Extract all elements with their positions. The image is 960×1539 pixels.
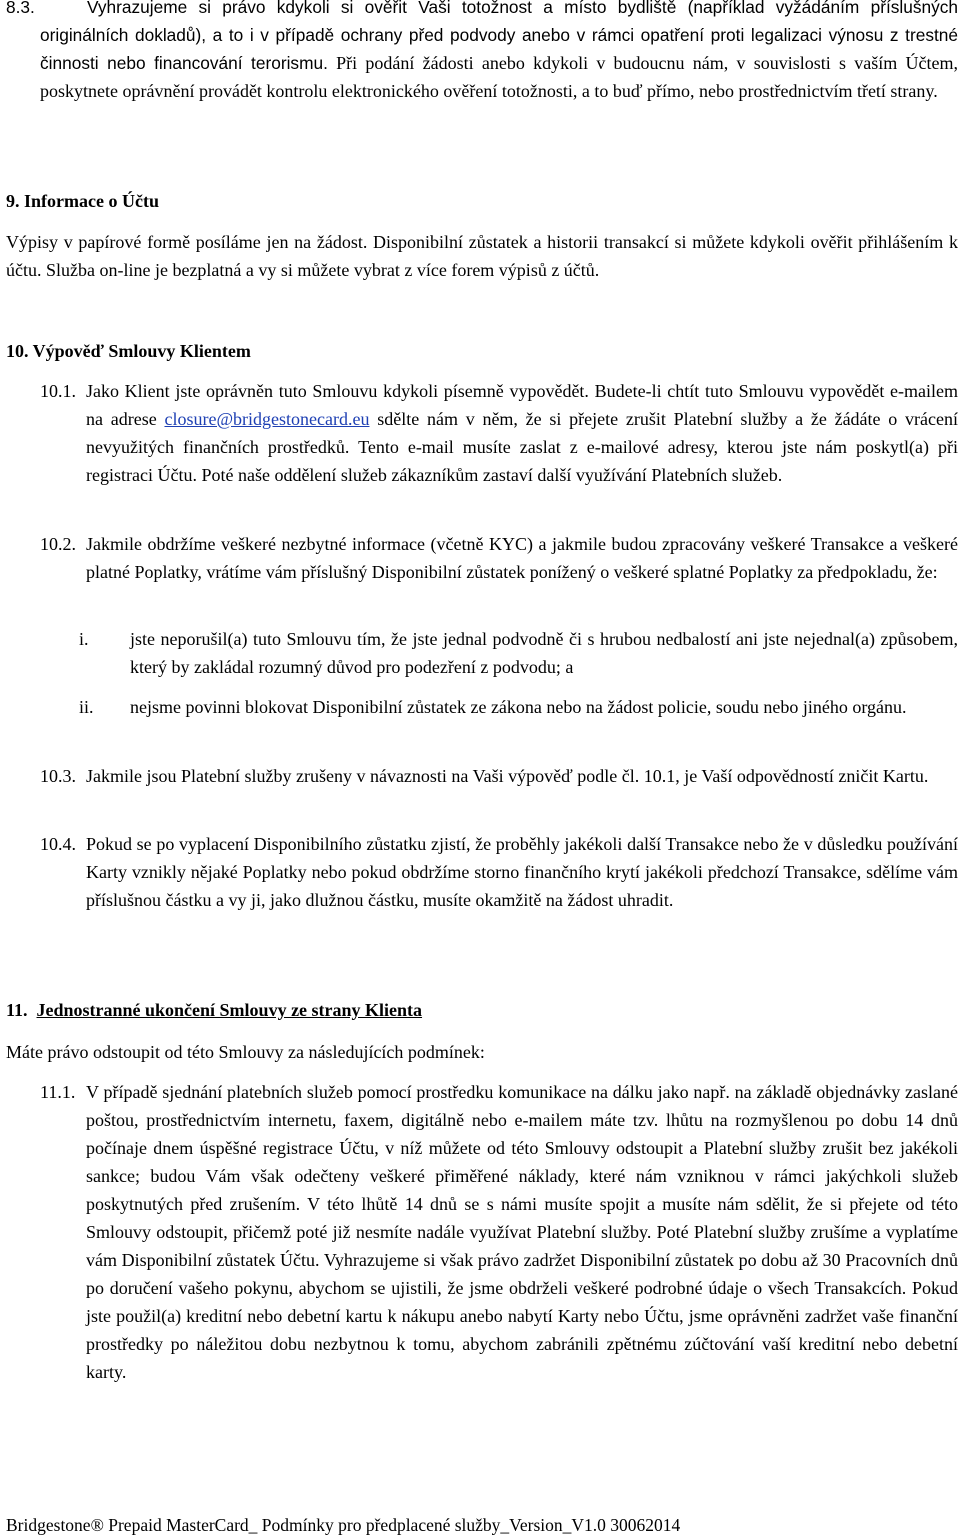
clause-10-3-number: 10.3. xyxy=(40,766,76,786)
item-i-text: jste neporušil(a) tuto Smlouvu tím, že jste jednal podvodně či s hrubou nedbalostí ani jste nejednal(a) způsobem, který by zakládal rozumný důvod pro podezření z podvodu; a xyxy=(130,629,958,677)
section-9-heading: 9. Informace o Účtu xyxy=(6,191,159,211)
section-11-heading xyxy=(6,996,422,1024)
clause-8-3-text xyxy=(0,0,958,105)
clause-10-1-text xyxy=(86,377,958,489)
section-10-heading: 10. Výpověď Smlouvy Klientem xyxy=(6,341,251,361)
clause-10-1-number: 10.1. xyxy=(40,381,76,401)
clause-8-3-part-2: Při podání žádosti anebo kdykoli v budoucnu nám, v souvislosti s vaším Účtem, poskytnete oprávnění provádět kontrolu elektronického ověření totožnosti, a to buď přímo, nebo prostřednictvím třetí strany. xyxy=(40,53,958,101)
clause-10-1-part-1: Jako Klient jste oprávněn tuto Smlouvu kdykoli písemně vypovědět. Budete-li chtít tuto Smlouvu vypovědět e-mailem na adrese xyxy=(86,381,958,429)
clause-10-2-number: 10.2. xyxy=(40,534,76,554)
clause-11-1-text: V případě sjednání platebních služeb pomocí prostředku komunikace na dálku jako např. na základě objednávky zaslané poštou, prostřednictvím internetu, faxem, digitálně nebo e-mailem máte tzv. lhůtu na rozmyšlenou po dobu 14 dnů počínaje dnem úspěšné registrace Účtu, v níž můžete od této Smlouvy odstoupit a Platební služby zrušit bez jakékoli sankce; budou Vám však odečteny veškeré přiměřené náklady, které nám vzniknou v rámci jakýchkoli služeb poskytnutých před zrušením. V této lhůtě 14 dnů se s námi musíte spojit a musíte nám sdělit, že si přejete od této Smlouvy odstoupit, přičemž poté již nesmíte nadále využívat Platební služby. Poté Platební služby zrušíme a vyplatíme vám Disponibilní zůstatek Účtu. Vyhrazujeme si však právo zadržet Disponibilní zůstatek po dobu až 30 Pracovních dnů po doručení vašeho pokynu, abychom se ujistili, že jsme obdrželi veškeré podrobné údaje o všech Transakcích. Pokud jste použil(a) kreditní nebo debetní kartu k nákupu anebo nabytí Karty nebo Účtu, jsme oprávněni zadržet vaše finanční prostředky po náležitou dobu nezbytnou k tomu, abychom zabránili zpětnému zúčtování vaší kreditní nebo debetní karty. xyxy=(86,1082,958,1382)
section-9-text: Výpisy v papírové formě posíláme jen na žádost. Disponibilní zůstatek a historii transakcí si můžete kdykoli ověřit přihlášením k účtu. Služba on-line je bezplatná a vy si můžete vybrat z více forem výpisů z účtů. xyxy=(6,232,958,280)
section-11-number: 11. xyxy=(6,1000,28,1020)
clause-11-1-number: 11.1. xyxy=(40,1082,76,1102)
item-ii-text: nejsme povinni blokovat Disponibilní zůstatek ze zákona nebo na žádost policie, soudu nebo jiného orgánu. xyxy=(130,697,907,717)
clause-10-4-number: 10.4. xyxy=(40,834,76,854)
item-i-number: i. xyxy=(79,629,89,649)
clause-8-3-part-1: Vyhrazujeme si právo kdykoli si ověřit Vaši totožnost a místo bydliště (například vyžádáním příslušných originálních dokladů), a to i v případě ochrany před podvody anebo v rámci opatření proti legalizaci výnosu z trestné činnosti nebo financování terorismu. xyxy=(40,0,958,73)
clause-10-2-text: Jakmile obdržíme veškeré nezbytné informace (včetně KYC) a jakmile budou zpracovány veškeré Transakce a veškeré platné Poplatky, vrátíme vám příslušný Disponibilní zůstatek ponížený o veškeré splatné Poplatky za předpokladu, že: xyxy=(86,534,958,582)
closure-email-link[interactable]: closure@bridgestonecard.eu xyxy=(164,409,370,429)
section-11-intro: Máte právo odstoupit od této Smlouvy za následujících podmínek: xyxy=(6,1042,485,1062)
item-ii-number: ii. xyxy=(79,697,94,717)
section-11-title: Jednostranné ukončení Smlouvy ze strany Klienta xyxy=(36,1000,423,1020)
clause-10-3-text: Jakmile jsou Platební služby zrušeny v návaznosti na Vaši výpověď podle čl. 10.1, je Vaší odpovědností zničit Kartu. xyxy=(86,766,929,786)
clause-10-4-text: Pokud se po vyplacení Disponibilního zůstatku zjistí, že proběhly jakékoli další Transakce nebo že v důsledku používání Karty vznikly nějaké Poplatky nebo pokud obdržíme storno finančního krytí jakékoli předchozí Transakce, sdělíme vám příslušnou částku a vy ji, jako dlužnou částku, musíte okamžitě na žádost uhradit. xyxy=(86,834,958,910)
page-footer: Bridgestone® Prepaid MasterCard_ Podmínky pro předplacené služby_Version_V1.0 30062014 xyxy=(6,1515,681,1535)
clause-8-3-number: 8.3. xyxy=(6,0,35,17)
clause-10-1-part-2: sdělte nám v něm, že si přejete zrušit Platební služby a že žádáte o vrácení nevyužitých finančních prostředků. Tento e-mail musíte zaslat z e-mailové adresy, kterou jste nám poskytl(a) při registraci Účtu. Poté naše oddělení služeb zákazníkům zastaví další využívání Platebních služeb. xyxy=(86,409,958,485)
